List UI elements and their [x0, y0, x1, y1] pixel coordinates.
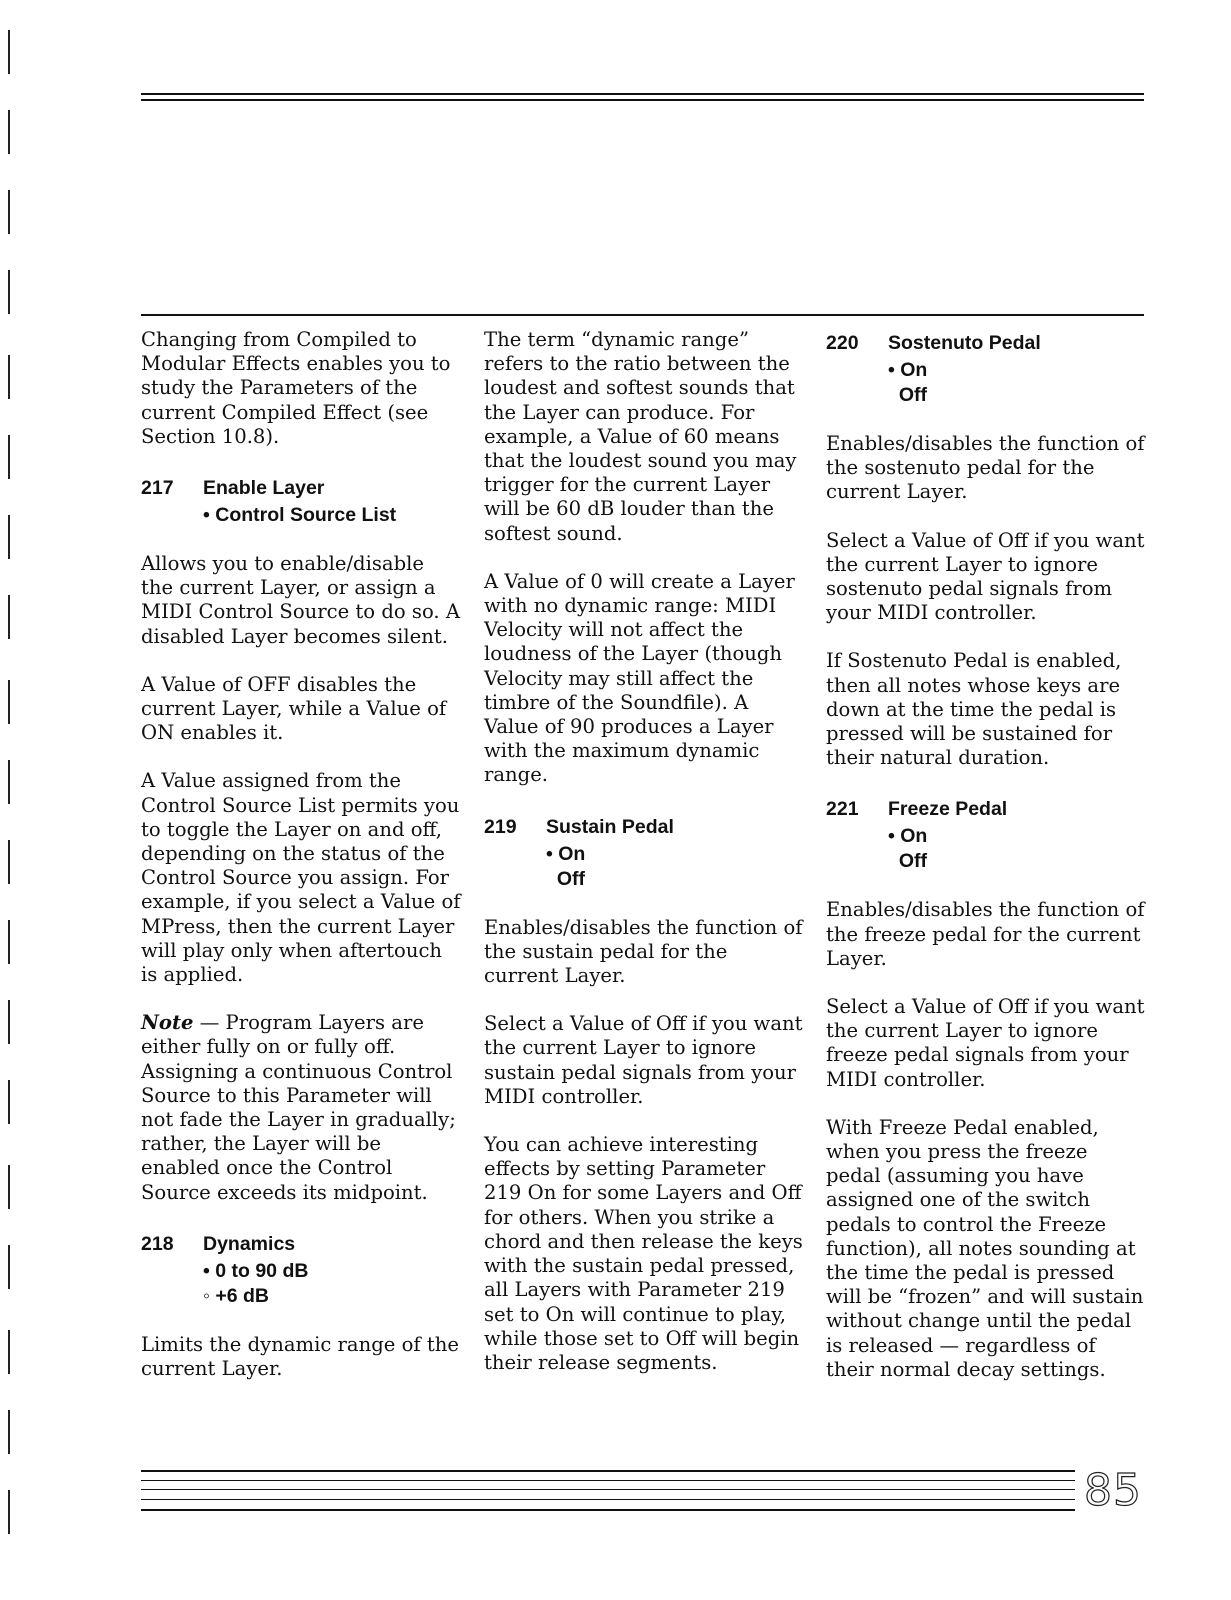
parameter-heading [141, 473, 461, 503]
note-label: Note [141, 1011, 194, 1035]
body-paragraph: Changing from Compiled to Modular Effects enables you to study the Parameters of the current Compiled Effect (see Section 10.8). [141, 328, 451, 448]
section-rule [141, 314, 1144, 316]
body-paragraph: Enables/disables the function of the freeze pedal for the current Layer. [826, 898, 1145, 970]
parameter-option: • On [888, 359, 928, 381]
parameter-entry [826, 328, 1146, 408]
parameter-number: 218 [141, 1232, 174, 1255]
parameter-title: Freeze Pedal [888, 798, 1008, 821]
footer-rule-1 [141, 1470, 1075, 1472]
parameter-number: 217 [141, 477, 174, 500]
parameter-entry [141, 1229, 461, 1309]
footer-rule-3 [141, 1489, 1075, 1490]
parameter-option: • Control Source List [203, 504, 397, 527]
body-paragraph: A Value of OFF disables the current Layer, while a Value of ON enables it. [141, 672, 447, 745]
parameter-heading [826, 328, 1146, 358]
note-text: — Program Layers are either fully on or fully off. Assigning a continuous Control Source to this Parameter will not fade the Layer in gradually; rather, the Layer will be enabled once the Control Source exceeds its midpoint. [141, 1011, 456, 1204]
parameter-title: Enable Layer [203, 477, 325, 500]
body-paragraph: A Value of 0 will create a Layer with no dynamic range: MIDI Velocity will not affect the loudness of the Layer (though Velocity may still affect the timbre of the Soundfile). A Value of 90 produces a Layer with the maximum dynamic range. [484, 569, 795, 787]
column-2 [484, 328, 804, 1399]
footer-rule-2 [141, 1480, 1075, 1481]
parameter-number: 219 [484, 815, 517, 838]
body-paragraph: The term “dynamic range” refers to the ratio between the loudest and softest sounds that the Layer can produce. For example, a Value of 60 means that the loudest sound you may trigger for the current Layer will be 60 dB louder than the softest sound. [484, 328, 797, 545]
body-paragraph: Select a Value of Off if you want the current Layer to ignore freeze pedal signals from your MIDI controller. [826, 995, 1145, 1091]
footer-rule-4 [141, 1499, 1075, 1500]
parameter-number: 221 [826, 798, 859, 821]
parameter-heading [141, 1229, 461, 1259]
parameter-title: Dynamics [203, 1232, 296, 1255]
parameter-option: Off [888, 384, 927, 406]
parameter-option: • 0 to 90 dB [203, 1259, 309, 1282]
body-paragraph: Select a Value of Off if you want the current Layer to ignore sustain pedal signals from your MIDI controller. [484, 1012, 803, 1108]
page-number: 85 [1084, 1465, 1142, 1516]
parameter-option: Off [888, 850, 927, 873]
parameter-option: • On [546, 842, 586, 865]
parameter-entry [826, 794, 1146, 874]
parameter-title: Sustain Pedal [546, 815, 674, 838]
parameter-heading [484, 812, 804, 842]
body-paragraph: Limits the dynamic range of the current Layer. [141, 1332, 459, 1381]
body-paragraph: If Sostenuto Pedal is enabled, then all notes whose keys are down at the time the pedal is pressed will be sustained for their natural duration. [826, 649, 1122, 770]
parameter-entry [484, 812, 804, 892]
column-3 [826, 328, 1146, 1406]
top-double-rule-lower [141, 99, 1144, 101]
parameter-option: ◦ +6 dB [203, 1284, 269, 1307]
parameter-number: 220 [826, 332, 859, 354]
note-paragraph [141, 1011, 461, 1205]
parameter-option: Off [546, 867, 585, 890]
column-1 [141, 328, 461, 1405]
body-paragraph: A Value assigned from the Control Source List permits you to toggle the Layer on and off, depending on the status of the Control Source you assign. For example, if you select a Value of MPress, then the current Layer will play only when aftertouch is applied. [141, 769, 461, 987]
parameter-title: Sostenuto Pedal [888, 332, 1041, 354]
footer-rule-5 [141, 1509, 1075, 1511]
body-paragraph: Enables/disables the function of the sostenuto pedal for the current Layer. [826, 432, 1145, 504]
body-paragraph: With Freeze Pedal enabled, when you press the freeze pedal (assuming you have assigned one of the switch pedals to control the Freeze function), all notes sounding at the time the pedal is pressed will be “frozen” and will sustain without change until the pedal is released — regardless of their normal decay settings. [826, 1115, 1144, 1381]
parameter-entry [141, 473, 461, 528]
body-paragraph: Enables/disables the function of the sustain pedal for the current Layer. [484, 915, 803, 988]
body-paragraph: Select a Value of Off if you want the current Layer to ignore sostenuto pedal signals from your MIDI controller. [826, 528, 1145, 625]
body-paragraph: Allows you to enable/disable the current Layer, or assign a MIDI Control Source to do so. A disabled Layer becomes silent. [141, 552, 461, 648]
top-double-rule-upper [141, 93, 1144, 95]
parameter-option: • On [888, 825, 928, 848]
parameter-heading [826, 794, 1146, 824]
body-paragraph: You can achieve interesting effects by setting Parameter 219 On for some Layers and Off for others. When you strike a chord and then release the keys with the sustain pedal pressed, all Layers with Parameter 219 set to On will continue to play, while those set to Off will begin their release segments. [484, 1133, 803, 1374]
